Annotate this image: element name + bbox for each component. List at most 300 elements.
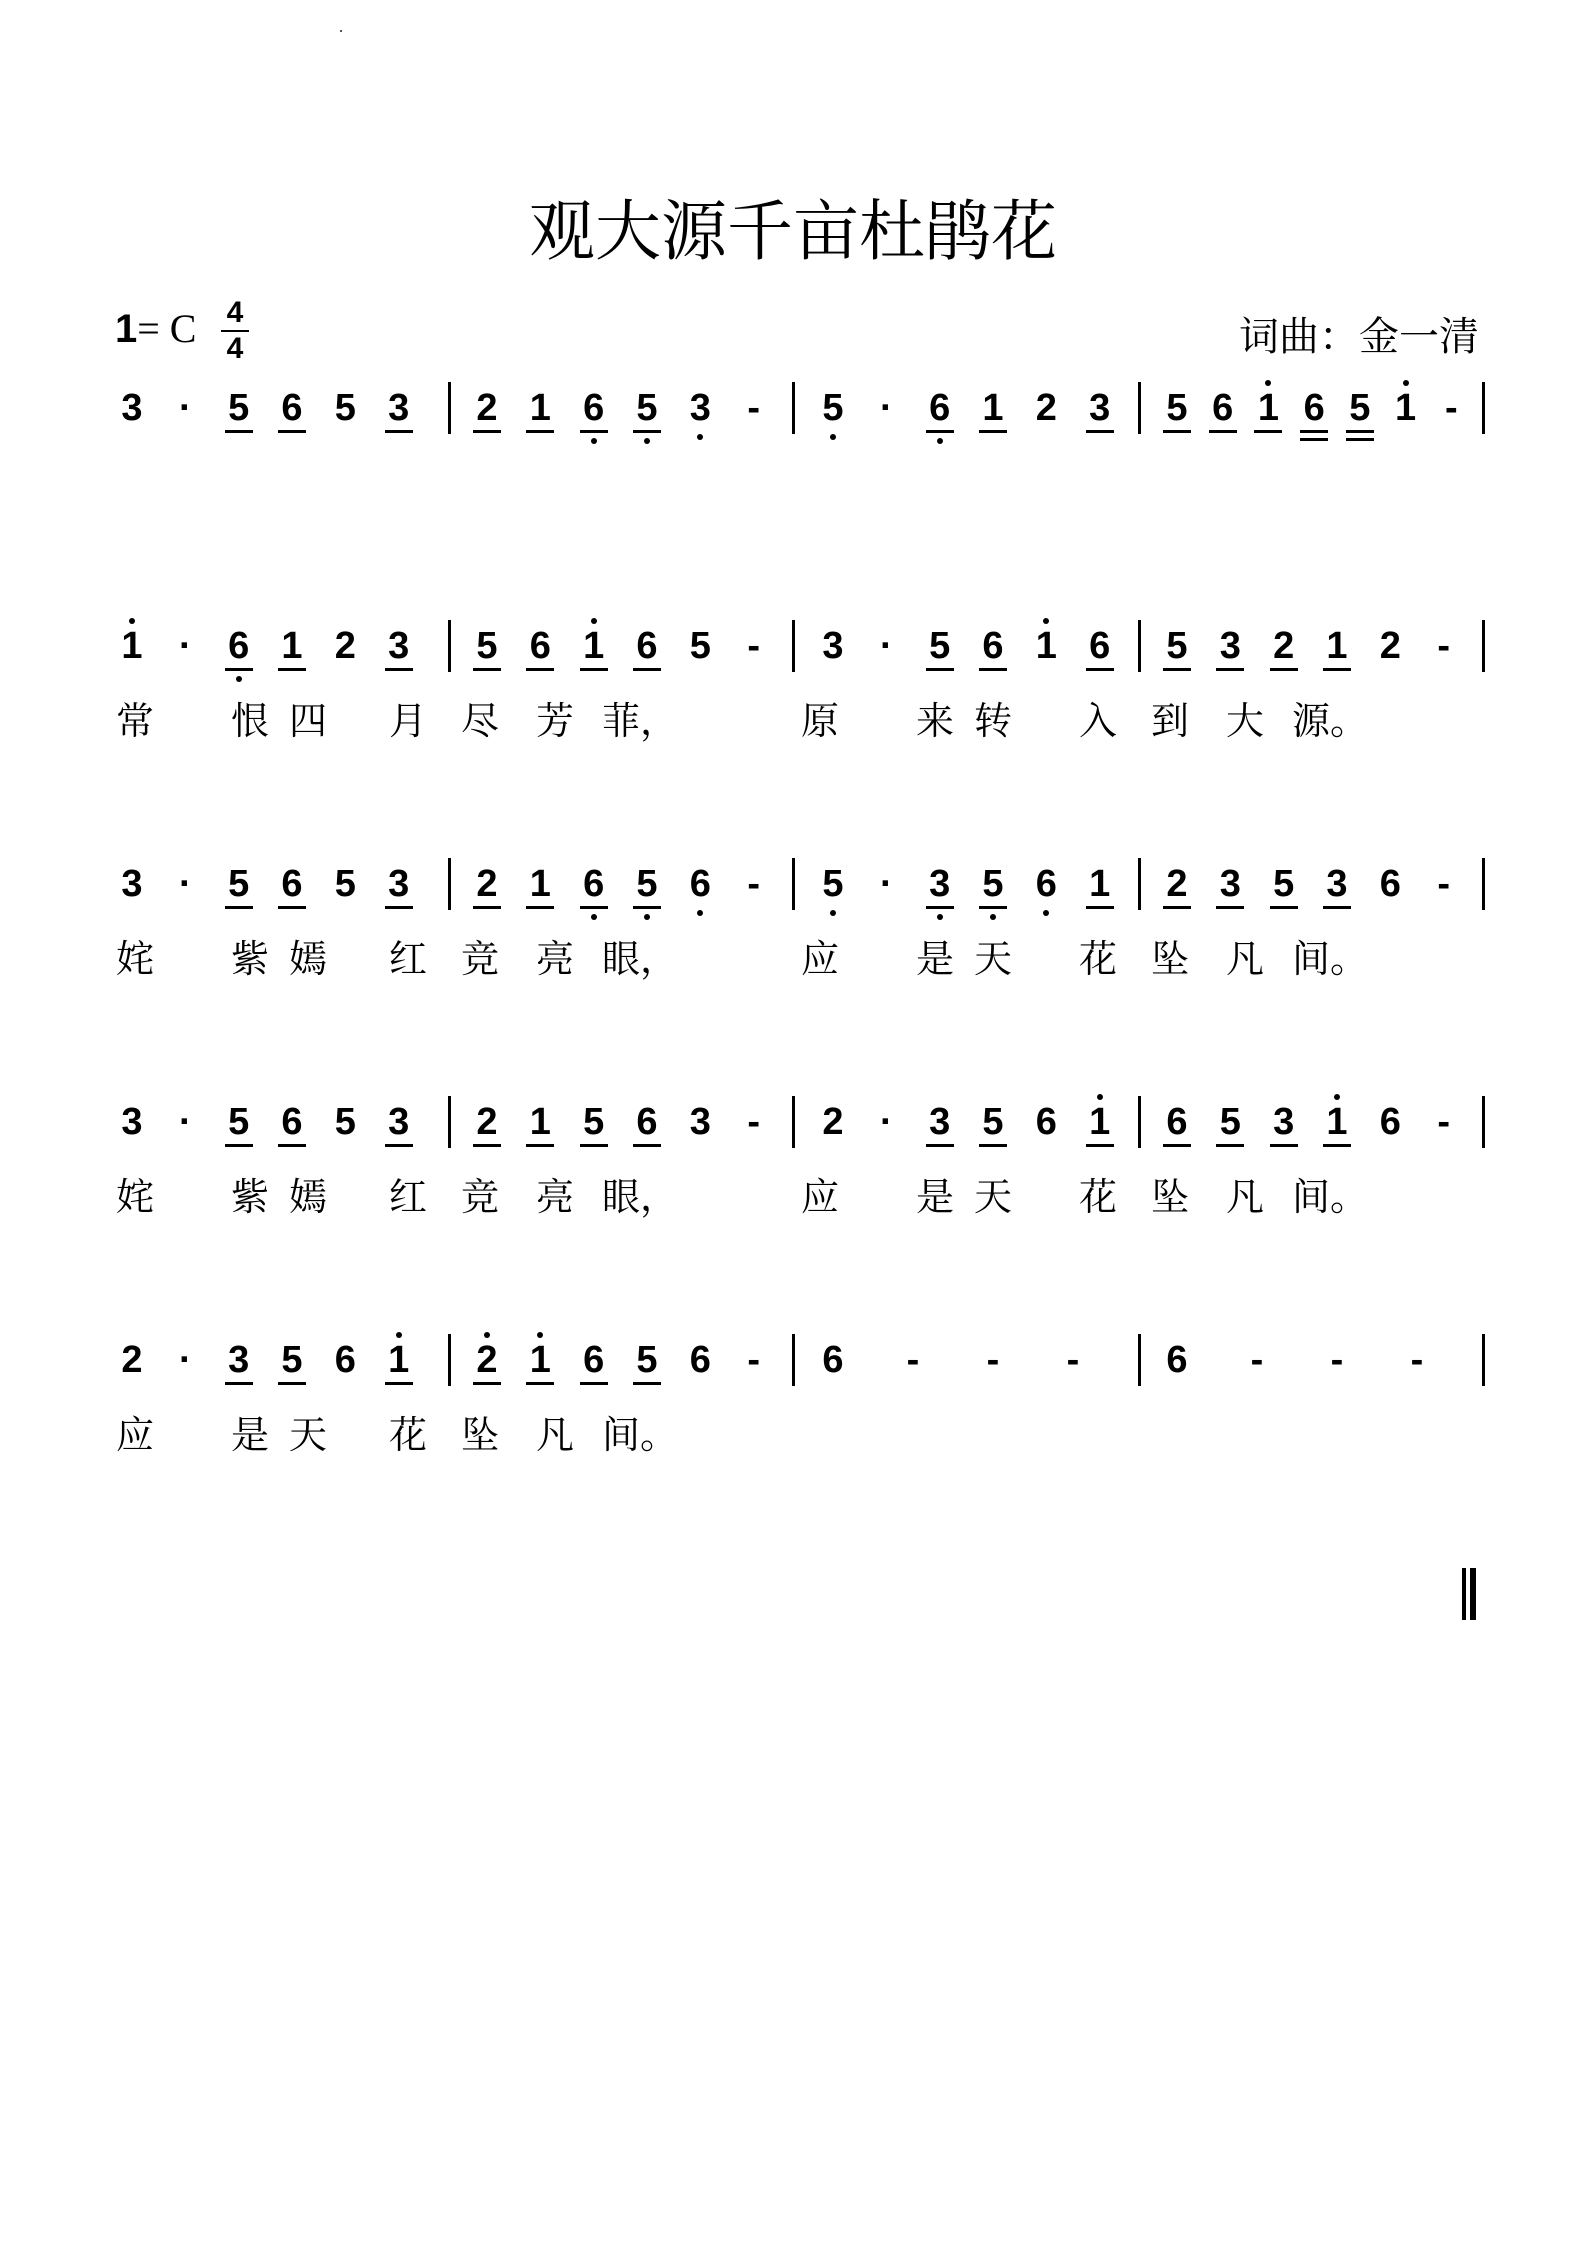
note-label: 2 [1035, 387, 1057, 429]
note [523, 386, 557, 430]
note-label: 6 [529, 625, 551, 667]
note [976, 862, 1010, 906]
underline-eighth [1300, 430, 1328, 433]
note-label: · [179, 1339, 192, 1381]
octave-dot-high [1334, 1094, 1340, 1100]
page-speck [340, 30, 342, 32]
underline-eighth [633, 906, 661, 909]
augmentation-dot [168, 862, 202, 906]
note [976, 386, 1010, 430]
augmentation-dot [168, 1338, 202, 1382]
underline-eighth [580, 1382, 608, 1385]
note-label: 1 [529, 387, 551, 429]
note-label: 6 [583, 387, 605, 429]
octave-dot-high [1043, 618, 1049, 624]
note [1373, 624, 1407, 668]
underline-eighth [225, 430, 253, 433]
note [222, 862, 256, 906]
underline-eighth [385, 906, 413, 909]
octave-dot-high [1265, 380, 1271, 386]
underline-eighth [526, 906, 554, 909]
note-label: - [1410, 1339, 1424, 1381]
note [523, 862, 557, 906]
note-label: 1 [1089, 863, 1111, 905]
note [222, 1338, 256, 1382]
lyric-char: 原 [800, 699, 839, 743]
octave-dot-low [697, 910, 703, 916]
dash-extension [976, 1338, 1010, 1382]
underline-eighth [1163, 1144, 1191, 1147]
lyric-char: 凡 [1225, 937, 1264, 981]
note-label: 5 [281, 1339, 303, 1381]
note [816, 862, 850, 906]
note-label: 6 [1035, 863, 1057, 905]
note [630, 1338, 664, 1382]
octave-dot-low [937, 914, 943, 920]
note-label: 3 [1089, 387, 1111, 429]
note-label: 5 [334, 387, 356, 429]
note [275, 386, 309, 430]
underline-eighth [225, 1144, 253, 1147]
note [115, 624, 149, 668]
octave-dot-high [537, 1332, 543, 1338]
underline-eighth [473, 1144, 501, 1147]
note-label: 3 [388, 625, 410, 667]
note [577, 624, 611, 668]
underline-eighth [926, 1144, 954, 1147]
note-label: 5 [636, 387, 658, 429]
underline-eighth [1254, 430, 1282, 433]
lyric-char: 坠 [460, 1413, 499, 1457]
note-label: 2 [476, 863, 498, 905]
barline [1482, 382, 1485, 434]
lyric-char: 天 [973, 1175, 1012, 1219]
note-label: 1 [1326, 1101, 1348, 1143]
note [275, 862, 309, 906]
note [328, 1338, 362, 1382]
note [382, 1100, 416, 1144]
note-label: 6 [1166, 1101, 1188, 1143]
note [923, 624, 957, 668]
underline-eighth [473, 430, 501, 433]
octave-dot-high [1097, 1094, 1103, 1100]
note [1029, 386, 1063, 430]
note-label: 5 [822, 387, 844, 429]
octave-dot-high [129, 618, 135, 624]
barline [448, 858, 451, 910]
note [630, 1100, 664, 1144]
lyric-char: 芳 [535, 699, 574, 743]
note-label: 5 [1166, 625, 1188, 667]
note-label: 5 [822, 863, 844, 905]
note [923, 862, 957, 906]
note [630, 386, 664, 430]
underline-eighth [1270, 906, 1298, 909]
note [382, 624, 416, 668]
note-label: 5 [228, 387, 250, 429]
note [523, 1338, 557, 1382]
note-label: 3 [1326, 863, 1348, 905]
lyric-char: 花 [1078, 937, 1117, 981]
note [1029, 1100, 1063, 1144]
octave-dot-low [937, 438, 943, 444]
note-label: · [179, 1101, 192, 1143]
key-prefix: 1 [115, 307, 138, 351]
note-label: 1 [529, 1101, 551, 1143]
barline [1138, 1096, 1141, 1148]
underline-eighth [1323, 668, 1351, 671]
note-label: 6 [281, 387, 303, 429]
underline-eighth [580, 906, 608, 909]
underline-eighth [526, 668, 554, 671]
note [1389, 386, 1423, 430]
note-label: - [1437, 1101, 1450, 1143]
note-label: - [1437, 625, 1450, 667]
lyric-char: 到 [1150, 699, 1189, 743]
note-label: 3 [1273, 1101, 1295, 1143]
note [328, 624, 362, 668]
note-label: · [880, 387, 893, 429]
augmentation-dot [869, 386, 903, 430]
lyric-char: 间。 [602, 1413, 679, 1457]
barline [1482, 1096, 1485, 1148]
note-label: · [880, 625, 893, 667]
underline-eighth [225, 1382, 253, 1385]
augmentation-dot [168, 624, 202, 668]
note-label: · [880, 1101, 893, 1143]
note-label: - [747, 1339, 760, 1381]
note [1320, 862, 1354, 906]
octave-dot-low [830, 434, 836, 440]
note-label: 6 [1035, 1101, 1057, 1143]
underline-eighth [1086, 906, 1114, 909]
time-signature-bottom: 4 [226, 332, 244, 365]
note [275, 624, 309, 668]
underline-eighth [225, 906, 253, 909]
system-4 [0, 1100, 1586, 1160]
note [683, 1338, 717, 1382]
barline [792, 382, 795, 434]
lyric-char: 大 [1225, 699, 1264, 743]
note-label: 6 [689, 863, 711, 905]
barline [1138, 1334, 1141, 1386]
note [976, 1100, 1010, 1144]
underline-eighth [385, 668, 413, 671]
note [683, 386, 717, 430]
underline-eighth [633, 430, 661, 433]
note [470, 624, 504, 668]
final-barline [1462, 1568, 1476, 1620]
underline-eighth [526, 1144, 554, 1147]
underline-eighth [225, 668, 253, 671]
underline-eighth [1270, 1144, 1298, 1147]
note [115, 386, 149, 430]
note [1160, 1338, 1194, 1382]
underline-eighth [385, 1144, 413, 1147]
note [1373, 862, 1407, 906]
lyric-char: 眼， [602, 937, 679, 981]
note [1213, 624, 1247, 668]
lyric-char: 眼， [602, 1175, 679, 1219]
note [1083, 1100, 1117, 1144]
note-label: - [747, 387, 760, 429]
barline [792, 1096, 795, 1148]
note [577, 1338, 611, 1382]
note [115, 1100, 149, 1144]
note-label: 1 [388, 1339, 410, 1381]
lyric-char: 红 [388, 937, 427, 981]
underline-eighth [1216, 1144, 1244, 1147]
note [1320, 1100, 1354, 1144]
note [222, 624, 256, 668]
underline-eighth [1216, 906, 1244, 909]
note [222, 1100, 256, 1144]
augmentation-dot [869, 624, 903, 668]
underline-eighth [580, 668, 608, 671]
note-label: 5 [228, 863, 250, 905]
lyric-char: 来 [915, 699, 954, 743]
note [1267, 624, 1301, 668]
octave-dot-low [591, 438, 597, 444]
dash-extension [737, 1338, 771, 1382]
note-label: 5 [1166, 387, 1188, 429]
lyric-char: 嫣 [288, 1175, 327, 1219]
note-label: 5 [228, 1101, 250, 1143]
underline-eighth [1270, 668, 1298, 671]
octave-dot-low [1043, 910, 1049, 916]
note-label: 5 [1219, 1101, 1241, 1143]
note-label: 6 [1379, 1101, 1401, 1143]
note [683, 624, 717, 668]
note-label: 1 [1257, 387, 1279, 429]
lyric-char: 凡 [1225, 1175, 1264, 1219]
underline-eighth [926, 668, 954, 671]
dash-extension [1400, 1338, 1434, 1382]
barline [448, 620, 451, 672]
lyric-char: 花 [1078, 1175, 1117, 1219]
dash-extension [1320, 1338, 1354, 1382]
note-label: 5 [982, 863, 1004, 905]
note [1083, 862, 1117, 906]
key-equals: = C [137, 306, 197, 351]
note [382, 386, 416, 430]
note-label: 2 [1166, 863, 1188, 905]
barline [792, 1334, 795, 1386]
note [577, 862, 611, 906]
note [630, 862, 664, 906]
note [816, 386, 850, 430]
note-label: 1 [1326, 625, 1348, 667]
note-label: 2 [1273, 625, 1295, 667]
note-label: 6 [1303, 387, 1325, 429]
underline-eighth [278, 1382, 306, 1385]
lyric-char: 坠 [1150, 937, 1189, 981]
note-label: 3 [121, 1101, 143, 1143]
lyric-char: 花 [388, 1413, 427, 1457]
note-label: - [1437, 863, 1450, 905]
dash-extension [737, 624, 771, 668]
octave-dot-high [591, 618, 597, 624]
note-label: 5 [929, 625, 951, 667]
note-label: - [1330, 1339, 1344, 1381]
underline-eighth [1216, 668, 1244, 671]
note [470, 862, 504, 906]
note-label: 2 [822, 1101, 844, 1143]
note-label: 6 [334, 1339, 356, 1381]
note [275, 1100, 309, 1144]
note-label: 5 [689, 625, 711, 667]
note-label: 3 [929, 863, 951, 905]
note-label: 1 [583, 625, 605, 667]
underline-eighth [385, 1382, 413, 1385]
note-label: 6 [1212, 387, 1234, 429]
note-label: 6 [982, 625, 1004, 667]
lyric-char: 亮 [535, 937, 574, 981]
note-label: - [986, 1339, 1000, 1381]
octave-dot-high [1403, 380, 1409, 386]
note [470, 386, 504, 430]
underline-eighth [979, 906, 1007, 909]
dash-extension [1427, 624, 1461, 668]
system-2 [0, 624, 1586, 684]
note-label: 1 [121, 625, 143, 667]
underline-eighth [473, 1382, 501, 1385]
song-title: 观大源千亩杜鹃花 [529, 193, 1057, 270]
octave-dot-low [591, 914, 597, 920]
underline-eighth [1346, 430, 1374, 433]
note [1297, 386, 1331, 430]
note [683, 1100, 717, 1144]
octave-dot-low [644, 438, 650, 444]
lyric-char: 尽 [460, 699, 499, 743]
system-3 [0, 862, 1586, 922]
note-label: 3 [822, 625, 844, 667]
underline-eighth [580, 1144, 608, 1147]
underline-eighth [385, 430, 413, 433]
underline-eighth [278, 668, 306, 671]
underline-eighth [473, 668, 501, 671]
note [1083, 386, 1117, 430]
note-label: 1 [529, 1339, 551, 1381]
note [1213, 1100, 1247, 1144]
underline-eighth [1323, 906, 1351, 909]
note-label: 3 [689, 1101, 711, 1143]
note-label: 1 [529, 863, 551, 905]
lyric-char: 应 [115, 1413, 154, 1457]
note-label: 2 [1379, 625, 1401, 667]
note [382, 862, 416, 906]
lyric-char: 坠 [1150, 1175, 1189, 1219]
note-label: - [747, 1101, 760, 1143]
underline-eighth [1086, 430, 1114, 433]
note [115, 862, 149, 906]
note [1267, 862, 1301, 906]
underline-eighth [278, 430, 306, 433]
note-label: 1 [1089, 1101, 1111, 1143]
note [976, 624, 1010, 668]
augmentation-dot [869, 862, 903, 906]
underline-eighth [1209, 430, 1237, 433]
dash-extension [737, 386, 771, 430]
lyric-char: 紫 [230, 937, 269, 981]
note [1160, 624, 1194, 668]
final-barline-thick [1470, 1568, 1476, 1620]
note-label: - [1066, 1339, 1080, 1381]
octave-dot-low [990, 914, 996, 920]
note [382, 1338, 416, 1382]
underline-eighth [1163, 430, 1191, 433]
lyric-char: 亮 [535, 1175, 574, 1219]
note-label: 6 [822, 1339, 844, 1381]
note-label: - [747, 863, 760, 905]
augmentation-dot [869, 1100, 903, 1144]
barline [1138, 620, 1141, 672]
lyric-char: 是 [915, 937, 954, 981]
note [1160, 386, 1194, 430]
note-label: 5 [583, 1101, 605, 1143]
barline [448, 382, 451, 434]
note-label: - [1250, 1339, 1264, 1381]
dash-extension [1240, 1338, 1274, 1382]
barline [1482, 620, 1485, 672]
note-label: 5 [982, 1101, 1004, 1143]
note-label: 6 [1379, 863, 1401, 905]
lyric-char: 转 [973, 699, 1012, 743]
underline-eighth [1323, 1144, 1351, 1147]
note-label: · [179, 387, 192, 429]
underline-eighth [979, 430, 1007, 433]
note [630, 624, 664, 668]
note-label: 3 [121, 387, 143, 429]
underline-eighth [526, 430, 554, 433]
lyric-char: 凡 [535, 1413, 574, 1457]
final-barline-thin [1462, 1568, 1466, 1620]
system-1 [0, 386, 1586, 446]
note-label: 5 [1273, 863, 1295, 905]
note [523, 624, 557, 668]
note-label: 6 [929, 387, 951, 429]
note [470, 1338, 504, 1382]
note [115, 1338, 149, 1382]
lyric-char: 源。 [1292, 699, 1369, 743]
note-label: 5 [334, 1101, 356, 1143]
underline-eighth [580, 430, 608, 433]
underline-eighth [526, 1382, 554, 1385]
note-label: 6 [1089, 625, 1111, 667]
lyric-char: 四 [288, 699, 327, 743]
lyric-char: 天 [288, 1413, 327, 1457]
note [683, 862, 717, 906]
lyric-char: 菲， [602, 699, 679, 743]
barline [1138, 382, 1141, 434]
underline-eighth [633, 1382, 661, 1385]
note [577, 1100, 611, 1144]
note-label: 1 [1394, 387, 1417, 429]
time-signature [218, 296, 252, 366]
note [1343, 386, 1377, 430]
lyric-char: 间。 [1292, 1175, 1369, 1219]
note-label: 6 [583, 1339, 605, 1381]
lyric-char: 紫 [230, 1175, 269, 1219]
augmentation-dot [168, 1100, 202, 1144]
note-label: 1 [281, 625, 303, 667]
note-label: 6 [689, 1339, 711, 1381]
dash-extension [1427, 1100, 1461, 1144]
barline [792, 858, 795, 910]
dash-extension [737, 1100, 771, 1144]
note-label: - [906, 1339, 920, 1381]
barline [792, 620, 795, 672]
